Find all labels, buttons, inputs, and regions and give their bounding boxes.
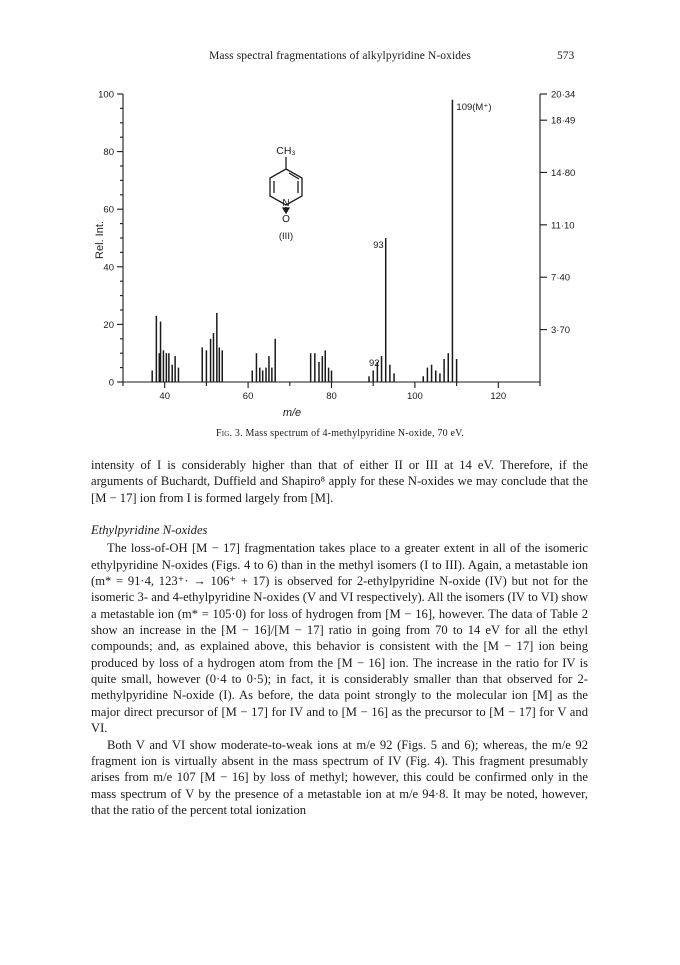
peak-label: 92 <box>368 358 380 370</box>
right-y-tick-label: 14·80 <box>551 167 576 179</box>
chart-annotations <box>369 102 492 369</box>
peak-label: 93 <box>373 240 384 251</box>
x-tick-label: 60 <box>242 391 254 402</box>
figure-caption <box>0 428 680 439</box>
page-number: 573 <box>557 50 575 62</box>
paragraph: The loss-of-OH [M − 17] fragmentation takes place to a greater extent in all of the isomeric ethylpyridine N-oxides (Figs. 4 to 6) than in the methyl isomers (I to III). Again, a metastable ion (m* = 91·4, 123⁺· → 106⁺ + 17) is observed for 2-ethylpyridine N-oxide (IV) but not for the isomeric 3- and 4-ethylpyridine N-oxides (V and VI respectively). All the isomers (IV to VI) show a metastable ion (m* = 105·0) for loss of hydrogen from [M − 16], however. The data of Table 2 show an increase in the [M − 16]/[M − 17] ratio in going from 70 to 14 eV for all the ethyl compounds; and, as explained above, this behavior is consistent with the [M − 17] ion being produced by loss of a hydrogen atom from the [M − 16] ion. The increase in the ratio for IV is quite small, however (0·4 to 0·5); in fact, it is considerably smaller than that observed for 2-methylpyridine N-oxide (I). As before, the data point strongly to the molecular ion [M] as the major direct precursor of [M − 17] for IV and to [M − 16] as the precursor to [M − 17] for V and VI. <box>91 541 588 736</box>
nitrogen-label: N <box>282 198 290 209</box>
right-y-tick-label: 20·34 <box>551 89 576 101</box>
y-tick-label: 80 <box>103 147 114 159</box>
paragraph: intensity of I is considerably higher than that of either II or III at 14 eV. Therefore, if the arguments of Buchardt, Duffield and Shapiro⁸ apply for these N-oxides we may conclude that the [M − 17] ion from I is formed largely from [M]. <box>91 458 588 505</box>
right-y-tick-label: 7·40 <box>551 272 571 284</box>
figure-caption-text: Mass spectrum of 4-methylpyridine N-oxide, 70 eV. <box>245 428 465 439</box>
methyl-label: CH₃ <box>276 145 296 157</box>
y-tick-label: 0 <box>108 377 114 389</box>
page-header <box>0 50 680 70</box>
right-y-tick-label: 11·10 <box>551 220 575 232</box>
body-text <box>91 457 588 818</box>
figure-label: Fig. 3. <box>215 428 243 439</box>
paragraph: Both V and VI show moderate-to-weak ions at m/e 92 (Figs. 5 and 6); whereas, the m/e 92 fragment ion is virtually absent in the mass spectrum of IV (Fig. 4). This fragment presumably arises from m/e 107 [M − 16] by loss of methyl; however, this could be confirmed only in the mass spectrum of V by the presence of a metastable ion at m/e 94·8. It may be noted, however, that the ratio of the percent total ionization <box>91 737 588 817</box>
mass-spectrum-chart <box>0 80 680 425</box>
peak-label: 109(M⁺) <box>456 101 492 113</box>
running-title: Mass spectral fragmentations of alkylpyridine N-oxides <box>209 50 471 62</box>
right-y-tick-label: 3·70 <box>551 325 571 337</box>
x-tick-label: 100 <box>406 391 423 402</box>
x-axis-label: m/e <box>282 407 302 419</box>
y-tick-label: 60 <box>103 204 114 216</box>
x-tick-label: 40 <box>159 391 170 402</box>
x-tick-label: 80 <box>326 391 337 402</box>
oxygen-label: O <box>282 214 290 225</box>
chart-bars <box>152 100 456 382</box>
y-tick-label: 100 <box>98 89 114 101</box>
section-heading: Ethylpyridine N-oxides <box>91 523 208 538</box>
compound-label: (III) <box>278 231 294 242</box>
y-axis-label: Rel. Int. <box>94 221 106 259</box>
y-tick-label: 20 <box>103 319 114 331</box>
x-tick-label: 120 <box>490 391 507 402</box>
right-y-tick-label: 18·49 <box>551 115 576 127</box>
y-tick-label: 40 <box>103 262 114 274</box>
